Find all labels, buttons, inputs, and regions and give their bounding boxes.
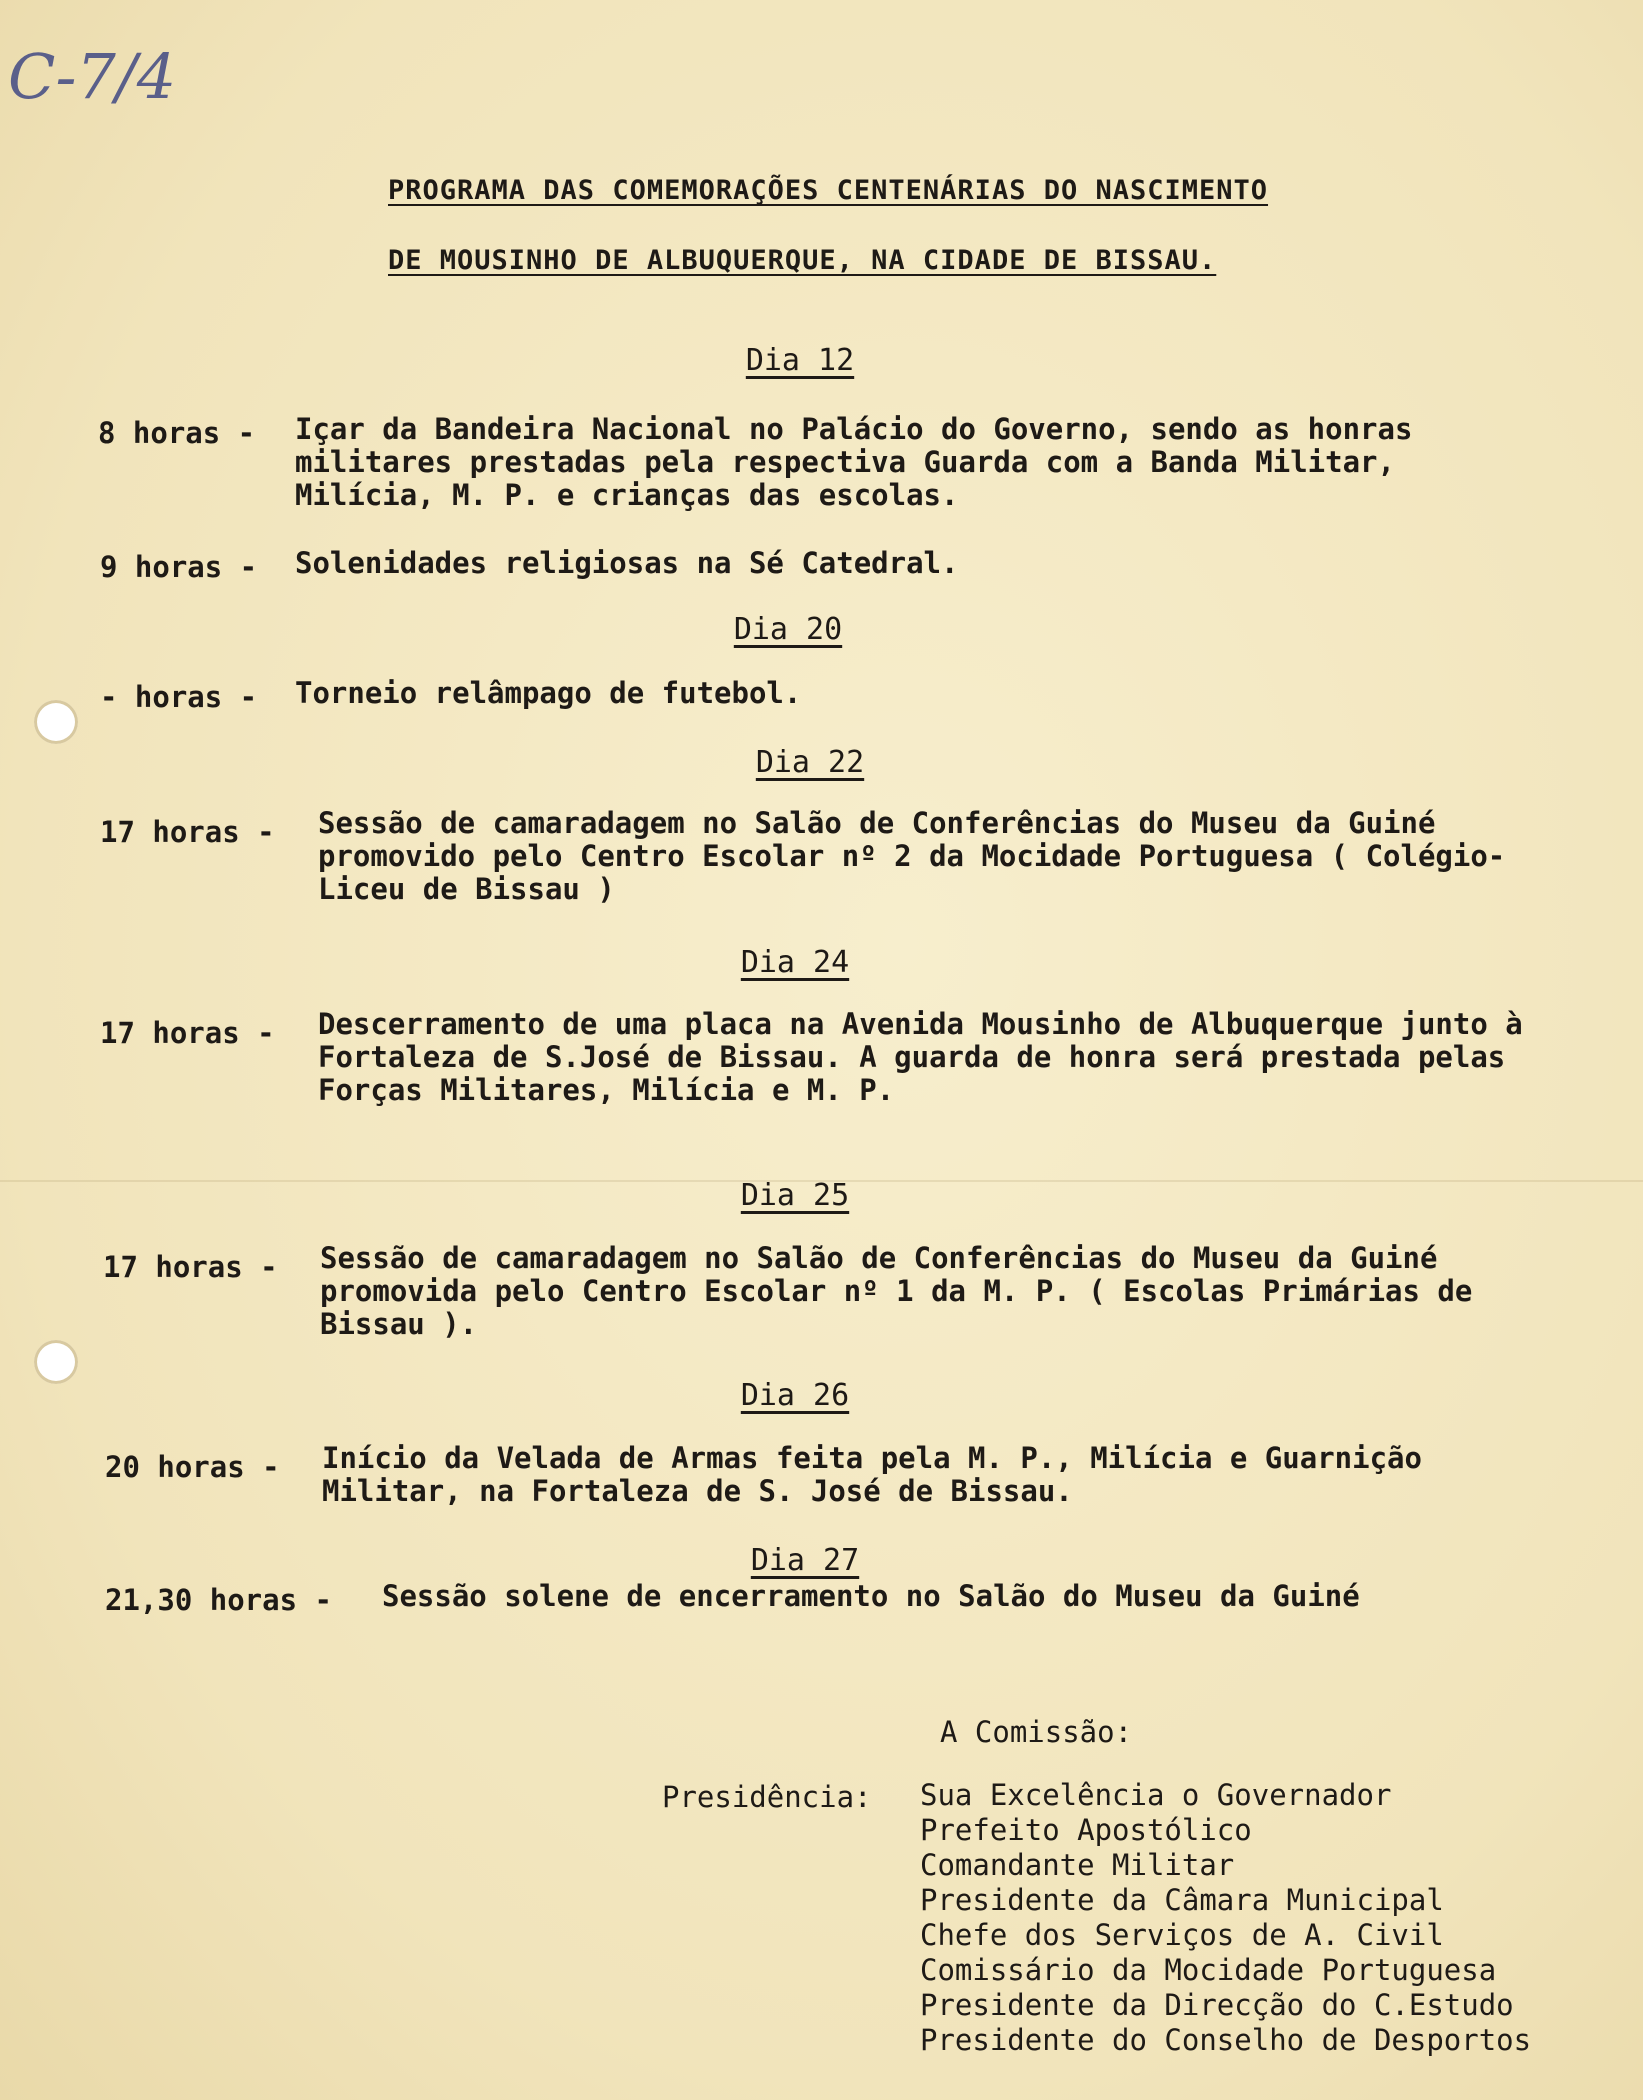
presidency-label: Presidência: — [662, 1780, 872, 1814]
event-time: 17 horas - — [103, 1250, 278, 1284]
day-heading: Dia 12 — [745, 343, 855, 378]
punch-hole-bottom — [34, 1340, 78, 1384]
day-heading: Dia 27 — [750, 1543, 860, 1578]
committee-member: Sua Excelência o Governador — [920, 1778, 1392, 1812]
committee-member: Comandante Militar — [920, 1848, 1235, 1882]
event-time: 21,30 horas - — [105, 1583, 332, 1617]
committee-member: Chefe dos Serviços de A. Civil — [920, 1918, 1444, 1952]
committee-member: Presidente do Conselho de Desportos — [920, 2023, 1532, 2057]
handwritten-reference: C-7/4 — [8, 40, 177, 113]
event-description: Solenidades religiosas na Sé Catedral. — [295, 546, 959, 580]
event-time: 17 horas - — [100, 1016, 275, 1050]
event-description: Sessão solene de encerramento no Salão do Museu da Guiné — [382, 1579, 1360, 1613]
event-time: 8 horas - — [98, 416, 256, 450]
event-time: 20 horas - — [105, 1450, 280, 1484]
event-description: Sessão de camaradagem no Salão de Conferências do Museu da Guiné promovida pelo Centro Escolar nº 1 da M. P. ( Escolas Primárias de Bissau ). — [320, 1241, 1473, 1341]
event-description: Descerramento de uma placa na Avenida Mousinho de Albuquerque junto à Fortaleza de S.José de Bissau. A guarda de honra será prestada pelas Forças Militares, Milícia e M. P. — [318, 1007, 1523, 1107]
event-description: Torneio relâmpago de futebol. — [295, 676, 802, 710]
punch-hole-top — [34, 700, 78, 744]
event-time: - horas - — [100, 680, 258, 714]
day-heading: Dia 24 — [740, 945, 850, 980]
committee-member: Prefeito Apostólico — [920, 1813, 1252, 1847]
day-heading: Dia 26 — [740, 1378, 850, 1413]
committee-heading: A Comissão: — [940, 1715, 1133, 1749]
event-time: 17 horas - — [100, 815, 275, 849]
title-line-1: PROGRAMA DAS COMEMORAÇÕES CENTENÁRIAS DO NASCIMENTO — [388, 175, 1269, 206]
day-heading: Dia 25 — [740, 1178, 850, 1213]
event-description: Início da Velada de Armas feita pela M. P., Milícia e Guarnição Militar, na Fortaleza de S. José de Bissau. — [322, 1441, 1422, 1508]
event-description: Sessão de camaradagem no Salão de Conferências do Museu da Guiné promovido pelo Centro Escolar nº 2 da Mocidade Portuguesa ( Colégio-Liceu de Bissau ) — [318, 806, 1506, 906]
day-heading: Dia 22 — [755, 745, 865, 780]
committee-members — [920, 1778, 1531, 2058]
title-line-2: DE MOUSINHO DE ALBUQUERQUE, NA CIDADE DE BISSAU. — [388, 245, 1217, 276]
event-description: Içar da Bandeira Nacional no Palácio do Governo, sendo as honras militares prestadas pela respectiva Guarda com a Banda Militar, Milícia, M. P. e crianças das escolas. — [295, 412, 1413, 512]
event-time: 9 horas - — [100, 550, 258, 584]
committee-member: Comissário da Mocidade Portuguesa — [920, 1953, 1497, 1987]
day-heading: Dia 20 — [733, 612, 843, 647]
committee-member: Presidente da Direcção do C.Estudo — [920, 1988, 1514, 2022]
committee-member: Presidente da Câmara Municipal — [920, 1883, 1444, 1917]
